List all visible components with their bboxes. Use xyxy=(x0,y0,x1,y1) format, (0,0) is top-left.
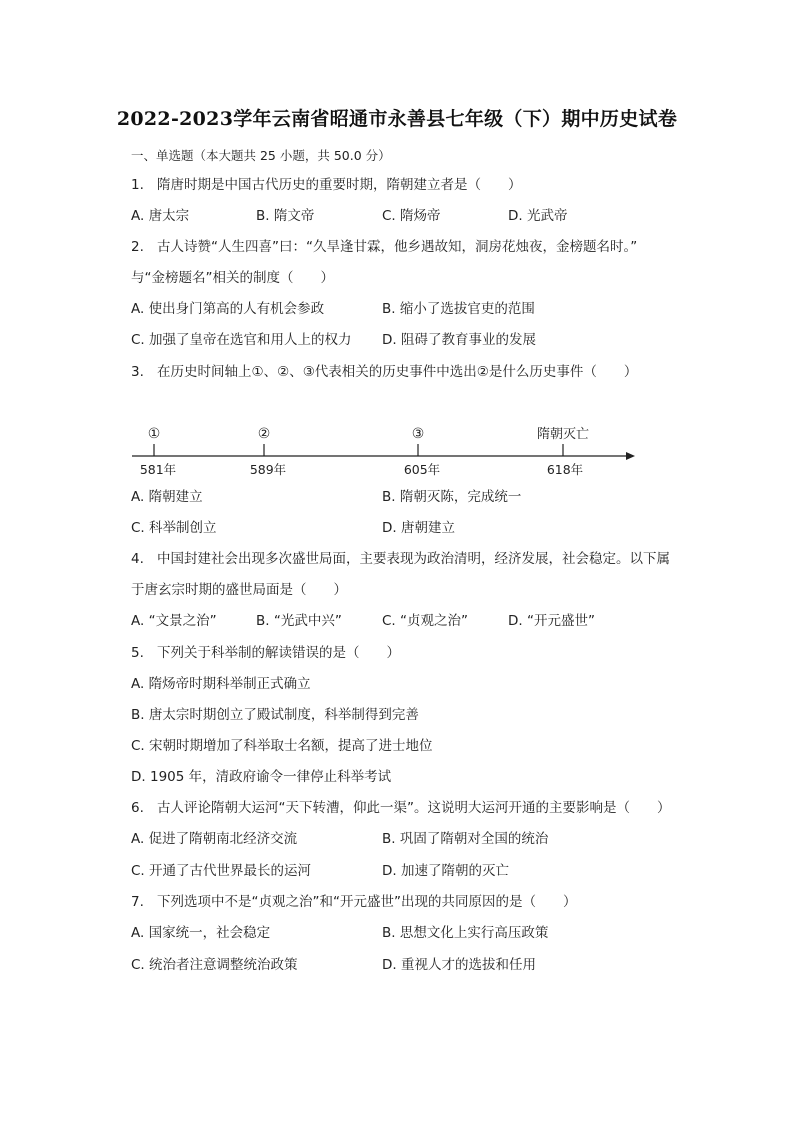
question-text: 古人评论隋朝大运河“天下转漕，仰此一渠”。这说明大运河开通的主要影响是（ ） xyxy=(157,800,671,816)
option-d: D. 阻碍了教育事业的发展 xyxy=(382,332,536,348)
option-d: D. “开元盛世” xyxy=(508,613,595,629)
question-5 xyxy=(131,644,400,662)
option-b: B. 缩小了选拔官吏的范围 xyxy=(382,301,535,317)
timeline-marker-3: ③ xyxy=(411,426,425,442)
option-c: C. 统治者注意调整统治政策 xyxy=(131,957,298,973)
history-timeline xyxy=(130,418,640,480)
option-a: A. 隋朝建立 xyxy=(131,489,203,505)
question-3 xyxy=(131,363,637,381)
question-text: 在历史时间轴上①、②、③代表相关的历史事件中选出②是什么历史事件（ ） xyxy=(157,364,638,380)
timeline-year-1: 581年 xyxy=(139,462,177,477)
question-text: 下列关于科举制的解读错误的是（ ） xyxy=(157,645,400,661)
option-c: C. 开通了古代世界最长的运河 xyxy=(131,863,312,879)
timeline-year-2: 589年 xyxy=(249,462,287,477)
option-d: D. 唐朝建立 xyxy=(382,520,455,536)
option-a: A. 国家统一，社会稳定 xyxy=(131,925,271,941)
timeline-year-4: 618年 xyxy=(546,462,584,477)
option-b: B. 思想文化上实行高压政策 xyxy=(382,925,549,941)
question-4 xyxy=(131,550,670,568)
question-text: 古人诗赞“人生四喜”曰：“久旱逢甘霖，他乡遇故知，洞房花烛夜，金榜题名时。” xyxy=(157,239,638,255)
question-7 xyxy=(131,893,576,911)
section-heading: 一、单选题（本大题共 25 小题，共 50.0 分） xyxy=(131,148,391,163)
option-c: C. 科举制创立 xyxy=(131,520,217,536)
question-2 xyxy=(131,238,637,256)
option-d: D. 光武帝 xyxy=(508,208,568,224)
timeline-marker-2: ② xyxy=(257,426,271,442)
option-c: C. 隋炀帝 xyxy=(382,208,441,224)
option-a: A. 促进了隋朝南北经济交流 xyxy=(131,831,298,847)
question-number: 1. xyxy=(131,177,144,193)
timeline-marker-4: 隋朝灭亡 xyxy=(536,427,590,442)
option-a: A. “文景之治” xyxy=(131,613,217,629)
option-b: B. 巩固了隋朝对全国的统治 xyxy=(382,831,549,847)
question-6 xyxy=(131,799,671,817)
question-text-continued: 于唐玄宗时期的盛世局面是（ ） xyxy=(131,582,347,598)
timeline-arrow-icon xyxy=(626,452,635,460)
option-a: A. 唐太宗 xyxy=(131,208,190,224)
timeline-marker-1: ① xyxy=(147,426,161,442)
question-number: 3. xyxy=(131,364,144,380)
option-c: C. 加强了皇帝在选官和用人上的权力 xyxy=(131,332,352,348)
question-text: 中国封建社会出现多次盛世局面，主要表现为政治清明，经济发展，社会稳定。以下属 xyxy=(157,551,670,567)
question-number: 7. xyxy=(131,894,144,910)
option-d: D. 1905 年，清政府谕令一律停止科举考试 xyxy=(131,769,392,785)
option-c: C. 宋朝时期增加了科举取士名额，提高了进士地位 xyxy=(131,738,433,754)
option-d: D. 加速了隋朝的灭亡 xyxy=(382,863,509,879)
question-text: 下列选项中不是“贞观之治”和“开元盛世”出现的共同原因的是（ ） xyxy=(157,894,577,910)
option-b: B. 隋文帝 xyxy=(256,208,315,224)
question-number: 5. xyxy=(131,645,144,661)
question-text: 隋唐时期是中国古代历史的重要时期，隋朝建立者是（ ） xyxy=(157,177,522,193)
option-b: B. 隋朝灭陈，完成统一 xyxy=(382,489,522,505)
option-d: D. 重视人才的选拔和任用 xyxy=(382,957,536,973)
timeline-year-3: 605年 xyxy=(403,462,441,477)
option-a: A. 隋炀帝时期科举制正式确立 xyxy=(131,676,311,692)
option-c: C. “贞观之治” xyxy=(382,613,468,629)
question-1 xyxy=(131,176,522,194)
option-a: A. 使出身门第高的人有机会参政 xyxy=(131,301,325,317)
question-text-continued: 与“金榜题名”相关的制度（ ） xyxy=(131,270,334,286)
question-number: 4. xyxy=(131,551,144,567)
option-b: B. “光武中兴” xyxy=(256,613,342,629)
question-number: 2. xyxy=(131,239,144,255)
option-b: B. 唐太宗时期创立了殿试制度，科举制得到完善 xyxy=(131,707,419,723)
page-title: 2022-2023学年云南省昭通市永善县七年级（下）期中历史试卷 xyxy=(116,108,678,130)
question-number: 6. xyxy=(131,800,144,816)
